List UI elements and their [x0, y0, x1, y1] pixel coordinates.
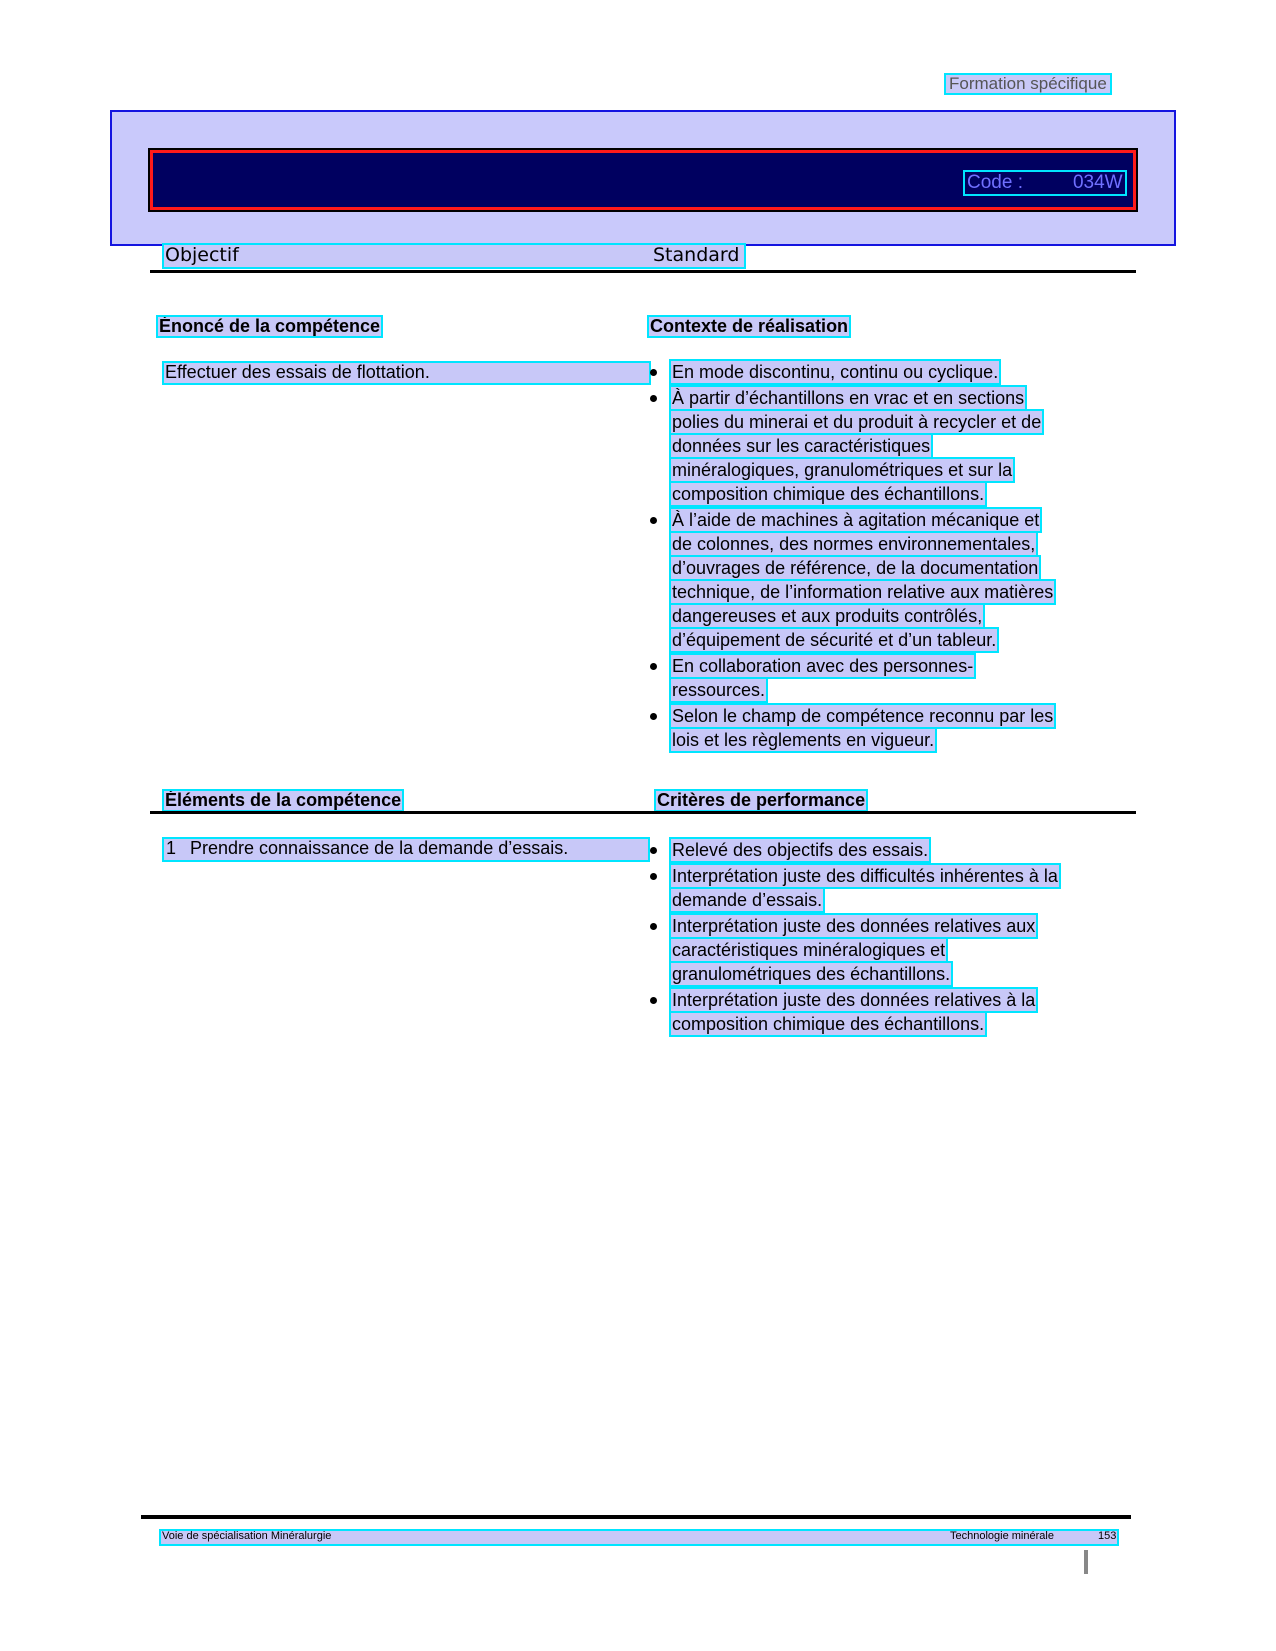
bullet-line: technique, de l’information relative aux matières [672, 582, 1054, 602]
elements-divider [150, 811, 1136, 814]
bullet-line: demande d’essais. [672, 890, 823, 910]
bullet-line: En mode discontinu, continu ou cyclique. [672, 362, 999, 382]
statement-heading: Énoncé de la compétence [159, 316, 381, 336]
bullet-line: Interprétation juste des données relatives aux [672, 916, 1036, 936]
bullet-line: dangereuses et aux produits contrôlés, [672, 606, 983, 626]
bullet-line: À l’aide de machines à agitation mécanique et [672, 510, 1040, 530]
bullet-line: d’équipement de sécurité et d’un tableur. [672, 630, 997, 650]
bullet-dot [650, 713, 657, 720]
bullet-dot [650, 517, 657, 524]
context-heading: Contexte de réalisation [650, 316, 849, 336]
bullet-dot [650, 873, 657, 880]
code-label: Code : [967, 172, 1023, 193]
bullet-dot [650, 663, 657, 670]
bullet-dot [650, 369, 657, 376]
bullet-dot [650, 997, 657, 1004]
competence-statement [163, 362, 650, 384]
bullet-line: composition chimique des échantillons. [672, 484, 985, 504]
bullet-dot [650, 923, 657, 930]
bullet-line: Interprétation juste des données relatives à la [672, 990, 1036, 1010]
bullet-line: composition chimique des échantillons. [672, 1014, 985, 1034]
code-value: 034W [1072, 172, 1123, 193]
bullet-line: Interprétation juste des difficultés inhérentes à la [672, 866, 1058, 886]
bullet-line: ressources. [672, 680, 766, 700]
bullet-line: de colonnes, des normes environnementales, [672, 534, 1036, 554]
page-marker [1084, 1550, 1088, 1574]
bullet-dot [650, 395, 657, 402]
footer-bar [160, 1530, 1118, 1545]
objective-value: Standard [653, 244, 740, 266]
footer-rule [141, 1515, 1131, 1519]
bullet-line: Selon le champ de compétence reconnu par les [672, 706, 1054, 726]
bullet-line: d’ouvrages de référence, de la documentation [672, 558, 1039, 578]
context-list [650, 360, 1120, 760]
running-header-label: Formation spécifique [945, 74, 1111, 94]
competence-statement-text: Effectuer des essais de flottation. [165, 362, 430, 382]
bullet-line: caractéristiques minéralogiques et [672, 940, 946, 960]
footer-right-label: Technologie minérale [950, 1530, 1054, 1542]
bullet-line: À partir d’échantillons en vrac et en sections [672, 388, 1025, 408]
criteria-list [650, 838, 1120, 1038]
footer-left: Voie de spécialisation Minéralurgie [162, 1530, 332, 1542]
element-text: Prendre connaissance de la demande d’essais. [190, 838, 569, 858]
bullet-line: polies du minerai et du produit à recycler et de [672, 412, 1042, 432]
objective-divider [150, 270, 1136, 273]
code-field [965, 172, 1125, 194]
footer-page-number: 153 [1098, 1530, 1117, 1542]
element-item [163, 838, 649, 861]
bullet-line: En collaboration avec des personnes- [672, 656, 974, 676]
element-number: 1 [166, 838, 177, 858]
bullet-line: Relevé des objectifs des essais. [672, 840, 929, 860]
objective-row [163, 244, 745, 268]
bullet-line: données sur les caractéristiques [672, 436, 931, 456]
bullet-dot [650, 847, 657, 854]
bullet-line: minéralogiques, granulométriques et sur la [672, 460, 1013, 480]
bullet-line: lois et les règlements en vigueur. [672, 730, 935, 750]
elements-heading: Éléments de la compétence [165, 790, 402, 810]
bullet-line: granulométriques des échantillons. [672, 964, 951, 984]
criteria-heading: Critères de performance [657, 790, 866, 810]
objective-label: Objectif [165, 244, 239, 266]
